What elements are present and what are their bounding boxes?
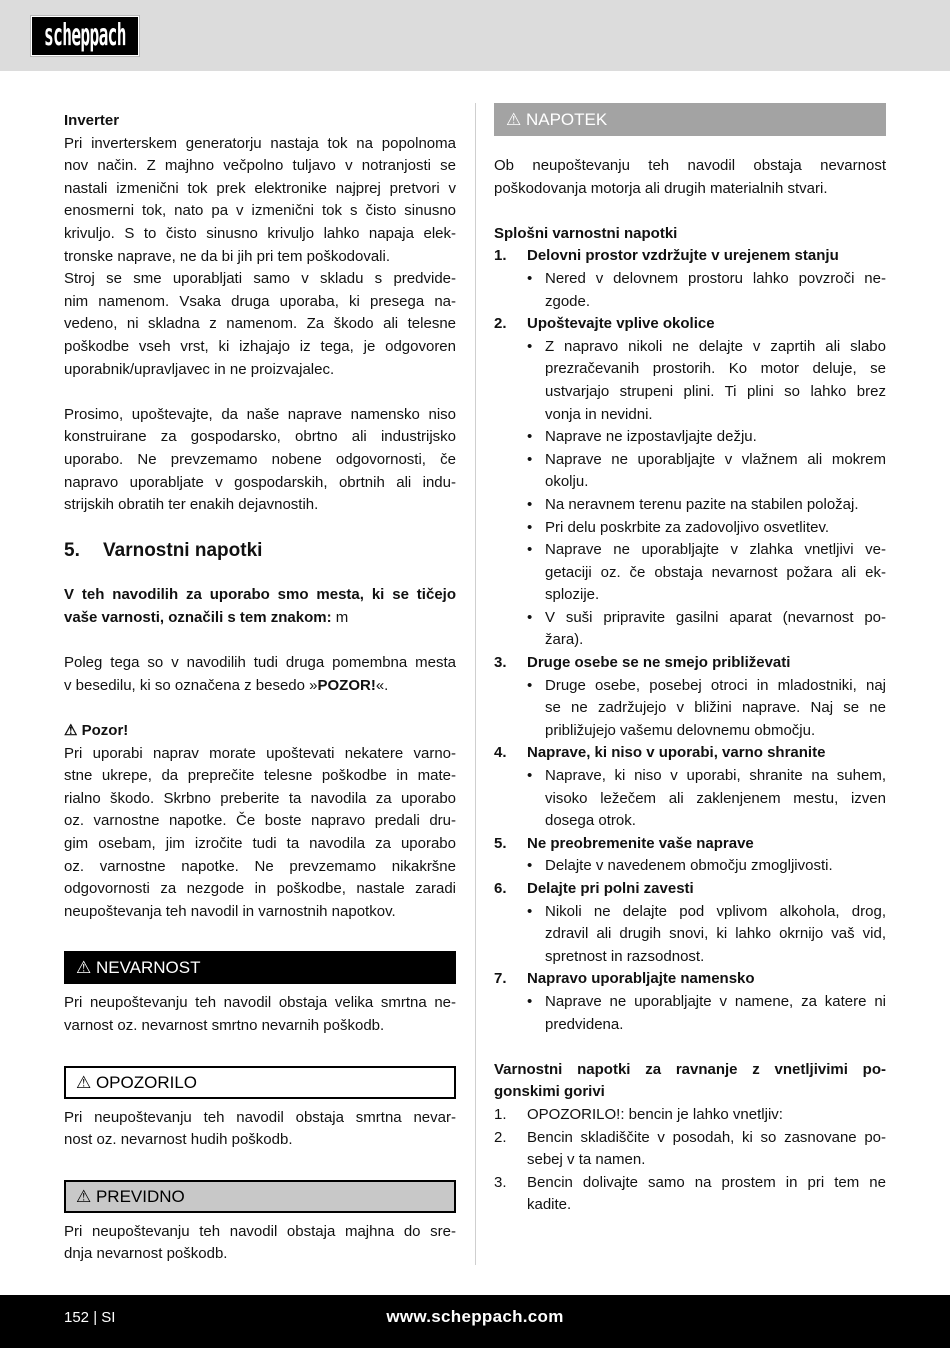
text-line: Inverter xyxy=(64,112,120,129)
item-text xyxy=(527,1104,886,1127)
item-number: 2. xyxy=(494,315,507,333)
text-line: kadite. xyxy=(527,1196,572,1214)
bullet-item xyxy=(494,268,886,313)
item-text xyxy=(545,675,886,743)
bullet-icon: • xyxy=(527,269,533,287)
text-line: dosega otrok. xyxy=(545,812,636,830)
text-line: Nikoli ne delajte pod vplivom alkohola, drog, xyxy=(545,902,886,920)
item-number: 4. xyxy=(494,744,507,762)
item-number: 2. xyxy=(494,1128,507,1146)
text-line: Napravo uporabljajte namensko xyxy=(527,970,755,988)
item-text xyxy=(545,991,886,1036)
text-line: nastali izmenični tok prek elektronike najprej pretvori v xyxy=(64,179,456,197)
paragraph xyxy=(64,720,456,743)
item-text xyxy=(527,833,886,856)
item-text xyxy=(545,336,886,426)
text-line: Delajte v navedenem območju zmogljivosti. xyxy=(545,857,833,875)
paragraph xyxy=(64,110,456,133)
text-line: Pri uporabi naprav morate upoštevati nekatere varno- xyxy=(64,744,456,762)
text-line: Z napravo nikoli ne delajte v zaprtih ali slabo xyxy=(545,337,886,355)
paragraph xyxy=(64,1107,456,1152)
text-segment: vaše varnosti, označili s tem znakom: xyxy=(64,609,336,627)
text-line: Splošni varnostni napotki xyxy=(494,224,678,242)
text-line: Ob neupoštevanju teh navodil obstaja nevarnost xyxy=(494,157,886,174)
text-line: visoko ležečem ali zaklenjenem mestu, izven xyxy=(545,789,886,807)
bullet-item xyxy=(494,991,886,1036)
page-footer xyxy=(0,1295,950,1348)
text-line: stne ukrepe, da preprečite telesne poškodbe in mate- xyxy=(64,767,456,785)
paragraph xyxy=(494,223,886,246)
paragraph xyxy=(64,652,456,697)
text-line: Druge osebe, posebej otroci in mladostniki, naj xyxy=(545,676,886,694)
bullet-item xyxy=(494,449,886,494)
bullet-icon: • xyxy=(527,857,533,875)
bullet-icon: • xyxy=(527,767,533,785)
left-column xyxy=(64,110,456,1266)
paragraph xyxy=(494,155,886,200)
page-header xyxy=(0,0,950,71)
item-text xyxy=(545,268,886,313)
bullet-item xyxy=(494,336,886,426)
text-line: OPOZORILO!: bencin je lahko vnetljiv: xyxy=(527,1105,783,1123)
numbered-item xyxy=(494,652,886,675)
item-text xyxy=(545,449,886,494)
bullet-item xyxy=(494,855,886,878)
text-line: splozije. xyxy=(545,586,600,604)
bullet-item xyxy=(494,539,886,607)
item-text xyxy=(545,539,886,607)
text-line: varnost oz. nevarnost smrtno nevarnih poškodb. xyxy=(64,1016,385,1034)
text-line: poškodbe vseh vrst, ki izhajajo iz tega, je odgovoren xyxy=(64,337,456,355)
text-line: neupoštevanja teh navodil in varnostnih napotkov. xyxy=(64,902,396,920)
bullet-icon: • xyxy=(527,676,533,694)
text-segment: v besedilu, ki so označena z besedo » xyxy=(64,676,318,694)
numbered-item xyxy=(494,968,886,991)
text-line: Stroj se sme uporabljati samo v skladu s predvide- xyxy=(64,270,456,288)
text-line: Pri neupoštevanju teh navodil obstaja majhna do sre- xyxy=(64,1222,456,1240)
warning-label-dark: ⚠ NEVARNOST xyxy=(64,951,456,984)
text-line: vonja in nevidni. xyxy=(545,405,653,423)
text-line: Poleg tega so v navodilih tudi druga pomembna mesta xyxy=(64,654,456,672)
paragraph xyxy=(64,268,456,381)
text-line: uporabnik/upravljavec in ne proizvajalec. xyxy=(64,360,335,378)
bullet-icon: • xyxy=(527,992,533,1010)
item-text xyxy=(527,1172,886,1217)
text-line: Druge osebe se ne smejo približevati xyxy=(527,654,791,672)
spacer xyxy=(64,381,456,404)
text-line: ⚠ Pozor! xyxy=(64,722,129,740)
text-line: V suši pripravite gasilni aparat (nevarnost po- xyxy=(545,608,886,626)
paragraph xyxy=(64,743,456,924)
text-line: približujejo vašemu delovnemu območju. xyxy=(545,721,816,739)
text-line: sebej v ta namen. xyxy=(527,1151,646,1169)
item-text xyxy=(527,1127,886,1172)
text-line: Varnostni napotki za ravnanje z vnetljivimi po- xyxy=(494,1060,886,1078)
text-line: V teh navodilih za uporabo smo mesta, ki se tičejo xyxy=(64,586,456,604)
warning-label-light: ⚠ PREVIDNO xyxy=(64,1180,456,1213)
text-line: vedeno, ni skladna z namenom. Za škodo ali telesne xyxy=(64,315,456,333)
item-number: 1. xyxy=(494,1105,507,1123)
text-line: nim namenom. Vsaka druga uporaba, ki presega na- xyxy=(64,292,456,310)
section-number: 5. xyxy=(64,539,80,561)
text-line: Naprave ne izpostavljajte dežju. xyxy=(545,428,757,446)
bullet-icon: • xyxy=(527,902,533,920)
item-text xyxy=(545,607,886,652)
text-line: Pri neupoštevanju teh navodil obstaja velika smrtna ne- xyxy=(64,994,456,1012)
text-line: Naprave, ki niso v uporabi, shranite na suhem, xyxy=(545,767,886,785)
text-line: tronske naprave, ne da bi jih pri tem poškodovali. xyxy=(64,247,391,265)
bullet-item xyxy=(494,675,886,743)
item-text xyxy=(545,426,886,449)
text-line: okolju. xyxy=(545,473,589,491)
text-line: strijskih obratih ter enakih dejavnostih. xyxy=(64,496,319,514)
item-text xyxy=(545,517,886,540)
text-line: zgode. xyxy=(545,292,591,310)
item-text xyxy=(545,765,886,833)
item-text xyxy=(527,313,886,336)
spacer xyxy=(64,697,456,720)
numbered-item xyxy=(494,833,886,856)
item-text xyxy=(527,652,886,675)
text-line: krivuljo. S to čisto sinusno krivuljo lahko napaja elek- xyxy=(64,224,456,242)
item-text xyxy=(545,855,886,878)
item-number: 3. xyxy=(494,654,507,672)
text-line: prezračevanih prostorih. Ko motor deluje, se xyxy=(545,360,886,378)
text-line: se ne zadržujejo v bližini naprave. Naj se ne xyxy=(545,699,886,717)
item-number: 5. xyxy=(494,834,507,852)
bullet-item xyxy=(494,765,886,833)
item-text xyxy=(527,878,886,901)
text-line xyxy=(64,607,456,630)
text-line: ustvarjajo strupeni plini. Ti plini so lahko brez xyxy=(545,382,886,400)
bullet-icon: • xyxy=(527,495,533,513)
paragraph xyxy=(64,1221,456,1266)
text-line: gonskimi gorivi xyxy=(494,1083,605,1101)
section-title: Varnostni napotki xyxy=(103,539,263,561)
item-text xyxy=(545,901,886,969)
text-line: Nered v delovnem prostoru lahko povzroči ne- xyxy=(545,269,886,287)
numbered-item xyxy=(494,878,886,901)
text-line: odgovornosti za nezgode in poškodbe, nastale zaradi xyxy=(64,880,456,898)
text-line: uporabo. Ne prevzemamo nobene odgovornosti, če xyxy=(64,450,456,468)
bullet-item xyxy=(494,517,886,540)
text-line: nost oz. nevarnost hudih poškodb. xyxy=(64,1131,293,1149)
paragraph xyxy=(64,992,456,1037)
text-line: Bencin skladiščite v posodah, ki so zasnovane po- xyxy=(527,1128,886,1146)
text-line: poškodovanja motorja ali drugih materialnih stvari. xyxy=(494,179,828,197)
paragraph xyxy=(64,133,456,269)
numbered-item xyxy=(494,1172,886,1217)
logo-text: scheppach xyxy=(44,18,126,54)
text-line: oz. varnostne napotke. Ne prevzemamo nikakršne xyxy=(64,857,456,875)
numbered-item xyxy=(494,1127,886,1172)
item-number: 6. xyxy=(494,880,507,897)
text-line: Bencin dolivajte samo na prostem in pri tem ne xyxy=(527,1173,886,1191)
warning-label-napotek: ⚠ NAPOTEK xyxy=(494,103,886,136)
text-line: napravo uporabljate v gospodarskih, obrtnih ali indu- xyxy=(64,473,456,491)
text-line: spretnost in razsodnost. xyxy=(545,947,705,965)
numbered-item xyxy=(494,245,886,268)
scheppach-logo xyxy=(31,16,139,56)
bullet-icon: • xyxy=(527,337,533,355)
text-line: Ne preobremenite vaše naprave xyxy=(527,834,754,852)
bullet-icon: • xyxy=(527,518,533,536)
text-line: enosmerni tok, nato pa v izmenični tok s čisto sinusno xyxy=(64,202,456,220)
bullet-icon: • xyxy=(527,450,533,468)
text-segment: POZOR! xyxy=(317,676,376,694)
item-number: 3. xyxy=(494,1173,507,1191)
page-number: 152 | SI xyxy=(64,1309,116,1326)
text-line: Prosimo, upoštevajte, da naše naprave namensko niso xyxy=(64,405,456,423)
text-line: dnja nevarnost poškodb. xyxy=(64,1245,228,1263)
text-line: Pri delu poskrbite za zadovoljivo osvetlitev. xyxy=(545,518,830,536)
text-line: oz. varnostne napotke. Če boste napravo predali dru- xyxy=(64,812,456,830)
text-line: nov način. Z majhno večpolno tuljavo v notranjosti se xyxy=(64,157,456,175)
item-text xyxy=(527,968,886,991)
website-link[interactable]: www.scheppach.com xyxy=(386,1307,564,1326)
right-column xyxy=(494,103,886,1217)
bullet-item xyxy=(494,901,886,969)
text-line: Delajte pri polni zavesti xyxy=(527,880,694,897)
text-line: Naprave ne uporabljajte v vlažnem ali mokrem xyxy=(545,450,886,468)
text-line: Naprave ne uporabljajte v zlahka vnetljivi ve- xyxy=(545,541,886,559)
item-number: 7. xyxy=(494,970,507,988)
numbered-item xyxy=(494,742,886,765)
text-line: Pri inverterskem generatorju nastaja tok na popolnoma xyxy=(64,134,456,152)
text-line: predvidena. xyxy=(545,1015,624,1033)
text-line: Naprave ne uporabljajte v namene, za katere ni xyxy=(545,992,886,1010)
bullet-icon: • xyxy=(527,608,533,626)
item-number: 1. xyxy=(494,247,507,265)
text-segment: «. xyxy=(375,676,389,694)
text-line: Upoštevajte vplive okolice xyxy=(527,315,715,333)
item-text xyxy=(545,494,886,517)
paragraph xyxy=(64,584,456,629)
text-line: konstruirane za gospodarsko, obrtno ali industrijsko xyxy=(64,428,456,446)
bullet-icon: • xyxy=(527,541,533,559)
column-divider xyxy=(475,103,476,1265)
numbered-item xyxy=(494,313,886,336)
paragraph xyxy=(64,404,456,517)
numbered-item xyxy=(494,1104,886,1127)
text-line: Delovni prostor vzdržujte v urejenem stanju xyxy=(527,247,839,265)
text-segment: m xyxy=(335,609,349,627)
warning-label-outline: ⚠ OPOZORILO xyxy=(64,1066,456,1099)
bullet-item xyxy=(494,607,886,652)
text-line: Naprave, ki niso v uporabi, varno shranite xyxy=(527,744,826,762)
paragraph xyxy=(494,1059,886,1104)
text-line xyxy=(64,675,456,698)
text-line: Na neravnem terenu pazite na stabilen položaj. xyxy=(545,495,859,513)
spacer xyxy=(64,630,456,653)
item-text xyxy=(527,742,886,765)
text-line: gim osebam, jim izročite tudi ta navodila za uporabo xyxy=(64,835,456,852)
spacer xyxy=(494,1036,886,1059)
text-line: zdravil ali drugih snovi, ki lahko okrnijo vaš vid, xyxy=(545,925,886,943)
bullet-icon: • xyxy=(527,428,533,446)
text-line: rialno škodo. Skrbno preberite ta navodila za uporabo xyxy=(64,789,456,807)
text-line: getaciji oz. če obstaja nevarnost požara ali ek- xyxy=(545,563,886,581)
bullet-item xyxy=(494,426,886,449)
item-text xyxy=(527,245,886,268)
text-line: Pri neupoštevanju teh navodil obstaja smrtna nevar- xyxy=(64,1108,456,1126)
text-line: žara). xyxy=(545,631,584,649)
bullet-item xyxy=(494,494,886,517)
spacer xyxy=(494,200,886,223)
